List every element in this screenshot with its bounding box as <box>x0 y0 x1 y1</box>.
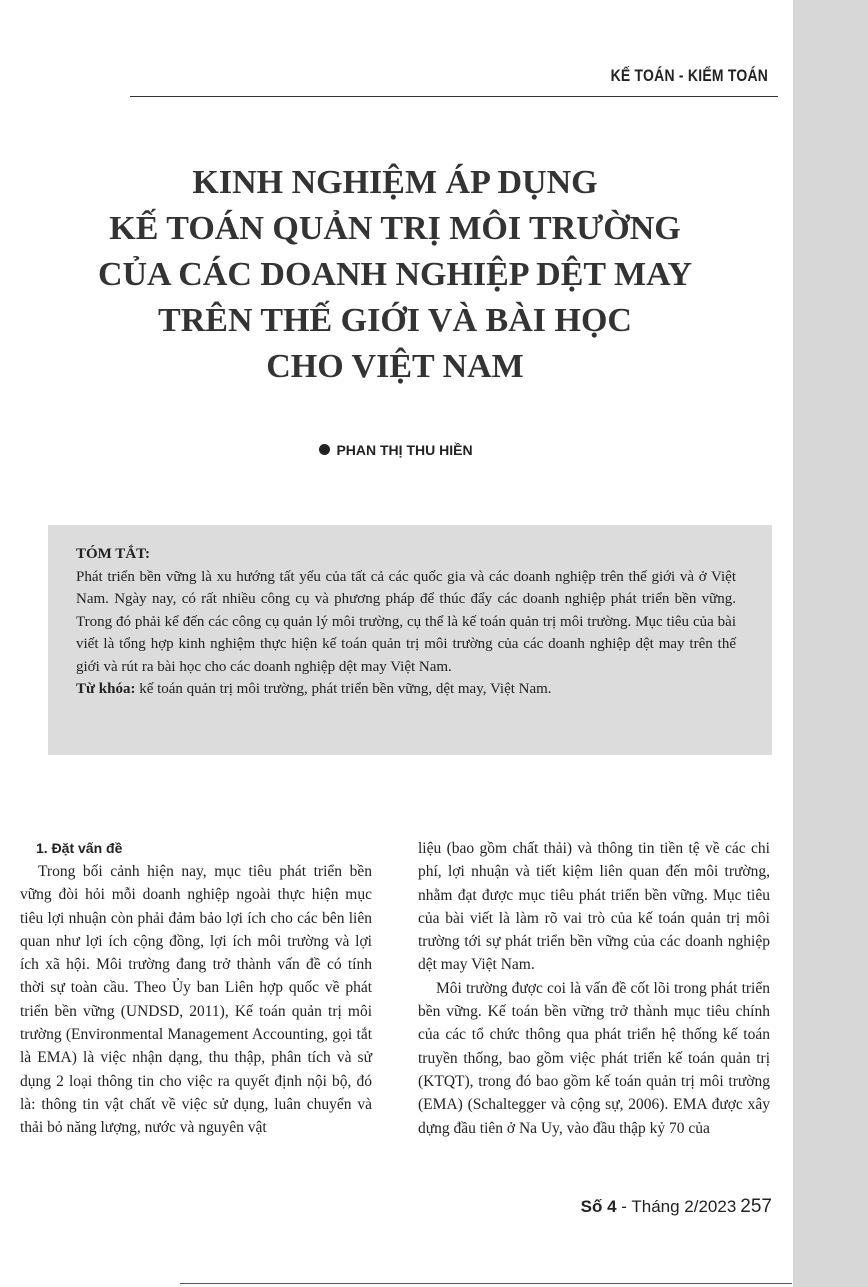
page-edge-shadow <box>793 0 868 1287</box>
header-divider <box>130 96 778 97</box>
keywords <box>76 678 736 701</box>
page-number: 257 <box>740 1196 772 1217</box>
author-name: PHAN THỊ THU HIỀN <box>336 442 473 458</box>
issue-date: - Tháng 2/2023 <box>616 1197 737 1216</box>
title-line: CỦA CÁC DOANH NGHIỆP DỆT MAY <box>97 256 693 293</box>
bullet-icon <box>319 444 330 455</box>
abstract-box <box>48 525 772 755</box>
body-paragraph: liệu (bao gồm chất thải) và thông tin tiền tệ về các chi phí, lợi nhuận và tiết kiệm liên quan đến môi trường, nhằm đạt được mục tiêu phát triển bền vững. Mục tiêu của bài viết là làm rõ vai trò của kế toán quản trị môi trường tới sự phát triển bền vững của các doanh nghiệp dệt may Việt Nam. <box>418 840 770 974</box>
page-folio <box>581 1196 772 1218</box>
body-paragraph: Trong bối cảnh hiện nay, mục tiêu phát triển bền vững đòi hỏi mỗi doanh nghiệp ngoài thực hiện mục tiêu lợi nhuận còn phải đảm bảo lợi ích cho các bên liên quan như lợi ích cộng đồng, lợi ích môi trường và lợi ích xã hội. Môi trường đang trở thành vấn đề có tính thời sự toàn cầu. Theo Ủy ban Liên hợp quốc về phát triển bền vững (UNDSD, 2011), Kế toán quản trị môi trường (Environmental Management Accounting, gọi tắt là EMA) là việc nhận dạng, thu thập, phân tích và sử dụng 2 loại thông tin cho việc ra quyết định nội bộ, đó là: thông tin vật chất về việc sử dụng, luân chuyển và thải bỏ năng lượng, nước và nguyên vật <box>20 863 372 1137</box>
title-line: KẾ TOÁN QUẢN TRỊ MÔI TRƯỜNG <box>109 210 681 247</box>
section-heading: 1. Đặt vấn đề <box>36 840 123 856</box>
abstract-heading: TÓM TẮT: <box>76 546 151 562</box>
author-line <box>0 442 792 458</box>
abstract-body: Phát triển bền vững là xu hướng tất yếu của tất cả các quốc gia và các doanh nghiệp trên thế giới và ở Việt Nam. Ngày nay, có rất nhiều công cụ và phương pháp để thúc đẩy các doanh nghiệp phát triển bền vững. Trong đó phải kể đến các công cụ quản lý môi trường, cụ thể là kế toán quản trị môi trường. Mục tiêu của bài viết là tổng hợp kinh nghiệm thực hiện kế toán quản trị môi trường của các doanh nghiệp dệt may trên thế giới và rút ra bài học cho các doanh nghiệp dệt may Việt Nam. <box>76 568 736 675</box>
footer-divider <box>180 1283 792 1284</box>
section-label: KẾ TOÁN - KIỂM TOÁN <box>610 66 768 85</box>
title-line: CHO VIỆT NAM <box>266 348 524 385</box>
body-column-right <box>418 837 770 1140</box>
body-column-left <box>20 837 372 1140</box>
title-line: KINH NGHIỆM ÁP DỤNG <box>192 164 598 201</box>
keywords-label: Từ khóa: <box>76 681 136 697</box>
keywords-text: kế toán quản trị môi trường, phát triển bền vững, dệt may, Việt Nam. <box>135 681 552 697</box>
issue-number: Số 4 <box>580 1197 617 1216</box>
article-title <box>60 160 730 390</box>
title-line: TRÊN THẾ GIỚI VÀ BÀI HỌC <box>158 302 632 339</box>
body-paragraph: Môi trường được coi là vấn đề cốt lõi trong phát triển bền vững. Kế toán bền vững trở thành mục tiêu chính của các tổ chức thông qua phát triển hệ thống kế toán truyền thống, bao gồm việc phát triển kế toán quản trị (KTQT), trong đó bao gồm kế toán quản trị môi trường (EMA) (Schaltegger và cộng sự, 2006). EMA được xây dựng đầu tiên ở Na Uy, vào đầu thập kỷ 70 của <box>418 979 770 1137</box>
